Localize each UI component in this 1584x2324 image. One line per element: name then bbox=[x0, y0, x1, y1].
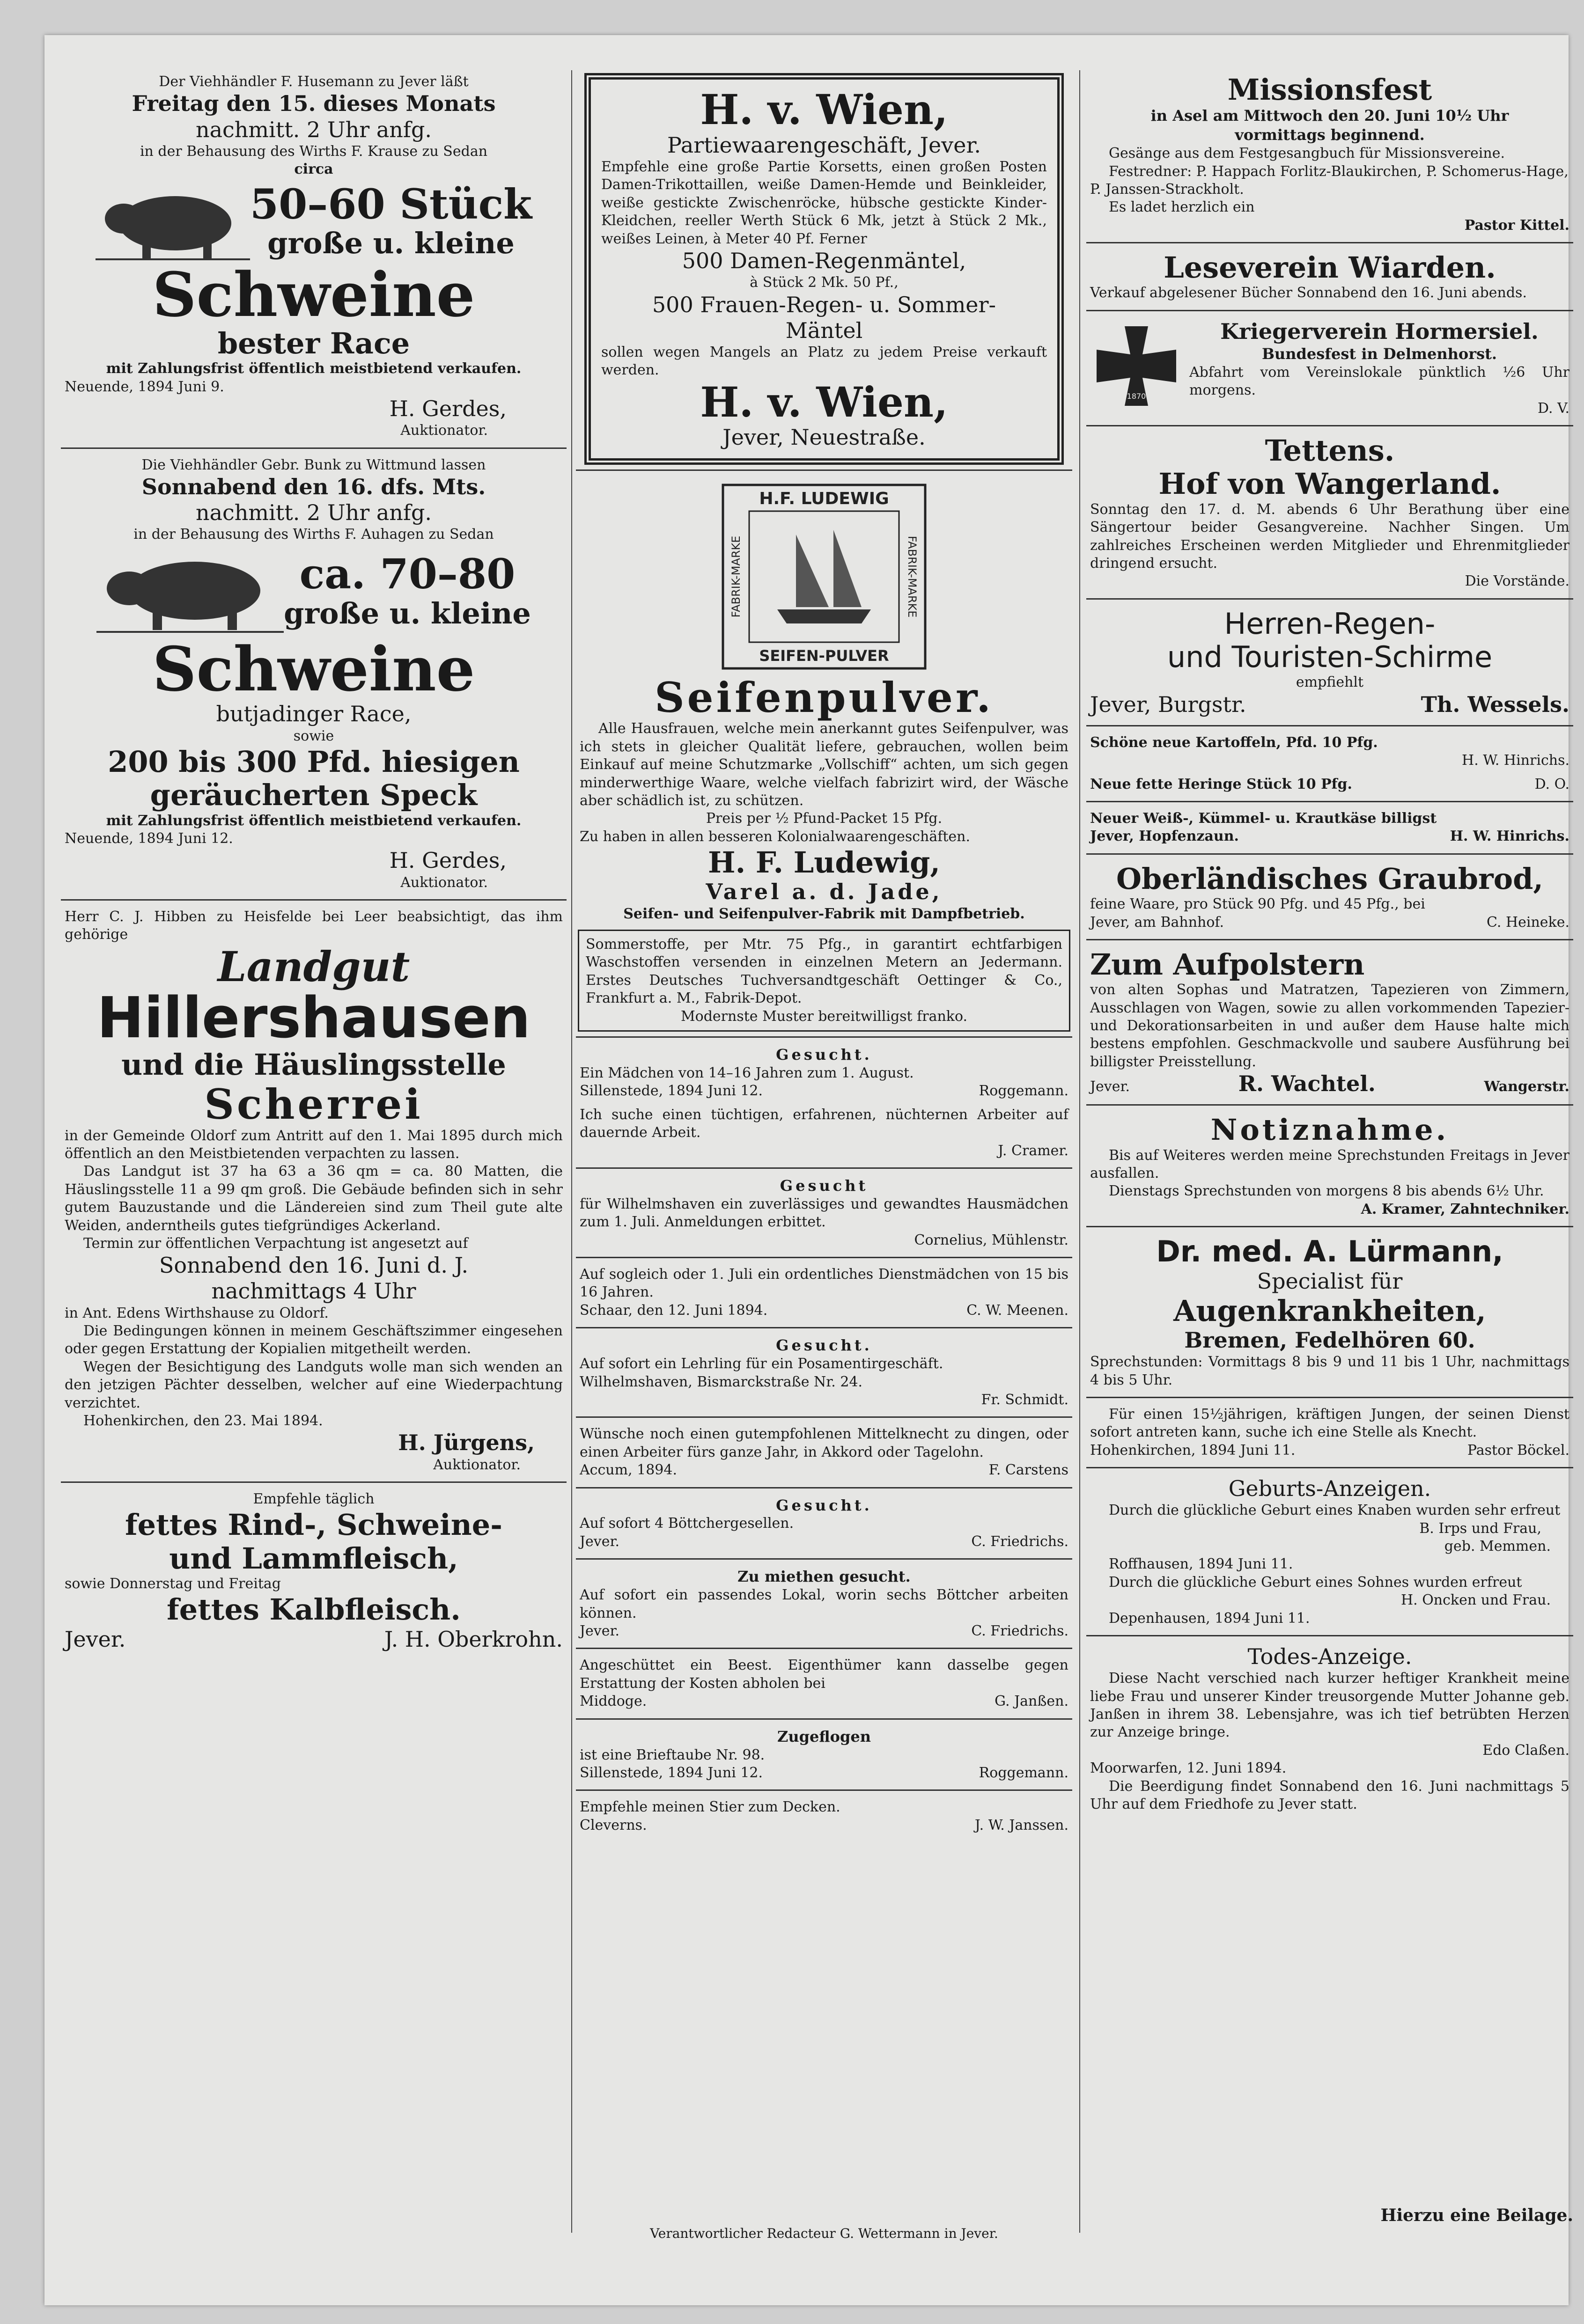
ad-lehrling bbox=[576, 1333, 1072, 1412]
ad-text: für Wilhelmshaven ein zuverlässiges und gewandtes Hausmädchen zum 1. Juli. Anmeldungen erbittet. bbox=[580, 1195, 1068, 1231]
ad-schweine-bunk bbox=[61, 454, 567, 894]
ad-role: Auktionator. bbox=[400, 422, 488, 439]
ad-signature: Th. Wessels. bbox=[1421, 691, 1569, 717]
ad-heading: Gesucht. bbox=[776, 1336, 872, 1355]
ad-text: ist eine Brieftaube Nr. 98. bbox=[580, 1746, 765, 1763]
ad-date: Sonnabend den 16. dfs. Mts. bbox=[141, 474, 486, 500]
ad-text: Die Beerdigung findet Sonnabend den 16. Juni nachmittags 5 Uhr auf dem Friedhofe zu Jever statt. bbox=[1090, 1778, 1569, 1812]
ad-fleisch bbox=[61, 1488, 567, 1655]
ad-tettens bbox=[1086, 431, 1573, 594]
ad-headline: Kriegerverein Hormersiel. bbox=[1220, 318, 1539, 344]
ad-headline: Herren-Regen- bbox=[1224, 606, 1436, 641]
ad-todesanzeige bbox=[1086, 1641, 1573, 1816]
ad-signature: Pastor Kittel. bbox=[1464, 217, 1569, 234]
ad-signature: G. Janßen. bbox=[995, 1693, 1068, 1710]
ad-text: empfiehlt bbox=[1296, 674, 1364, 691]
separator bbox=[576, 1416, 1072, 1418]
separator bbox=[1086, 310, 1573, 311]
ad-headline: Tettens. bbox=[1265, 433, 1395, 468]
ad-signature: H. W. Hinrichs. bbox=[1462, 752, 1569, 769]
ad-beest bbox=[576, 1654, 1072, 1713]
ad-signature: R. Wachtel. bbox=[1238, 1071, 1376, 1097]
ad-boettcher bbox=[576, 1493, 1072, 1554]
ad-signature: Pastor Böckel. bbox=[1467, 1442, 1569, 1459]
ad-hausmaedchen bbox=[576, 1173, 1072, 1252]
ad-place: Jever. bbox=[1090, 1078, 1130, 1095]
ad-text: Empfehle täglich bbox=[253, 1490, 375, 1507]
ad-sizes: große u. kleine bbox=[267, 226, 515, 261]
ad-kriegerverein bbox=[1086, 316, 1573, 420]
separator bbox=[1086, 242, 1573, 243]
ad-offer: Mäntel bbox=[785, 317, 863, 343]
ad-text: Zu haben in allen besseren Kolonialwaarengeschäften. bbox=[580, 828, 971, 845]
ad-headline: Schweine bbox=[152, 633, 475, 705]
ad-place: Jever, Burgstr. bbox=[1090, 691, 1246, 717]
ad-text: Dienstags Sprechstunden von morgens 8 bis abends 6½ Uhr. bbox=[1109, 1183, 1544, 1200]
ad-subheadline: Specialist für bbox=[1257, 1268, 1403, 1294]
ad-signature: B. Irps und Frau, bbox=[1419, 1520, 1541, 1537]
ad-graubrod bbox=[1086, 859, 1573, 934]
ad-missionsfest bbox=[1086, 70, 1573, 237]
ad-text: Auf sofort 4 Böttchergesellen. bbox=[580, 1515, 794, 1532]
ad-signature: A. Kramer, Zahntechniker. bbox=[1361, 1201, 1569, 1217]
ad-address: Varel a. d. Jade, bbox=[706, 879, 943, 905]
ad-kaese bbox=[1086, 807, 1573, 849]
ad-signature: H. Gerdes, bbox=[389, 396, 507, 422]
ad-text: Neuer Weiß-, Kümmel- u. Krautkäse billigst bbox=[1090, 810, 1437, 827]
ad-headline: Augenkrankheiten, bbox=[1173, 1293, 1486, 1328]
separator bbox=[576, 1167, 1072, 1169]
ad-headline: H. F. Ludewig, bbox=[707, 845, 941, 880]
ad-offer: 500 Damen-Regenmäntel, bbox=[682, 248, 966, 273]
ad-place-date: Hohenkirchen, 1894 Juni 11. bbox=[1090, 1442, 1296, 1459]
ad-text: Wegen der Besichtigung des Landguts wolle man sich wenden an den jetzigen Pächter desselben, welcher auf eine Wiederpachtung verzichtet. bbox=[65, 1358, 563, 1411]
ad-text: Wünsche noch einen gutempfohlenen Mittelknecht zu dingen, oder einen Arbeiter fürs ganze Jahr, in Akkord oder Tagelohn. bbox=[580, 1426, 1068, 1460]
ad-luermann bbox=[1086, 1232, 1573, 1392]
ad-signature: Cornelius, Mühlenstr. bbox=[914, 1232, 1068, 1248]
ad-dienstmaedchen bbox=[576, 1263, 1072, 1322]
ad-text: sowie Donnerstag und Freitag bbox=[65, 1575, 281, 1592]
ad-place-date: Neuende, 1894 Juni 9. bbox=[65, 378, 224, 395]
ad-place-date: Depenhausen, 1894 Juni 11. bbox=[1109, 1610, 1310, 1627]
ad-text: Auf sofort ein passendes Lokal, worin sechs Böttcher arbeiten können. bbox=[580, 1587, 1068, 1621]
ad-text: Gesänge aus dem Festgesangbuch für Missionsvereine. bbox=[1109, 145, 1505, 162]
ad-count: 50–60 Stück bbox=[250, 179, 532, 228]
ad-signature: J. H. Oberkrohn. bbox=[384, 1626, 563, 1652]
ad-place: Wilhelmshaven, Bismarckstraße Nr. 24. bbox=[580, 1373, 863, 1390]
supplement-note: Hierzu eine Beilage. bbox=[1380, 2206, 1573, 2225]
ad-headline: und Touristen-Schirme bbox=[1167, 640, 1493, 674]
ad-time: vormittags beginnend. bbox=[1235, 126, 1425, 144]
separator bbox=[61, 447, 567, 449]
ad-signature: C. W. Meenen. bbox=[966, 1302, 1068, 1319]
ad-count: ca. 70–80 bbox=[299, 549, 516, 598]
ad-text: Abfahrt vom Vereinslokale pünktlich ½6 Uhr morgens. bbox=[1189, 364, 1569, 399]
separator bbox=[576, 1257, 1072, 1258]
separator bbox=[576, 1648, 1072, 1649]
ad-place-date: Hohenkirchen, den 23. Mai 1894. bbox=[83, 1413, 323, 1430]
ad-text: Termin zur öffentlichen Verpachtung ist angesetzt auf bbox=[83, 1235, 468, 1252]
ad-text: Empfehle meinen Stier zum Decken. bbox=[580, 1799, 840, 1816]
ad-heading: Zugeflogen bbox=[777, 1727, 871, 1745]
ad-text: Alle Hausfrauen, welche mein anerkannt gutes Seifenpulver, was ich stets in gleicher Qualität liefere, gebrauchen, wollen beim Einkauf auf meine Schutzmarke „Vollschiff“ achten, um sich gegen minderwerthige Waare, welche vielfach fabrizirt wird, der Wäsche aber schädlich ist, zu schützen. bbox=[580, 720, 1068, 809]
separator bbox=[576, 1487, 1072, 1488]
ad-text: Die Bedingungen können in meinem Geschäftszimmer eingesehen oder gegen Erstattung der Kopialien mitgetheilt werden. bbox=[65, 1323, 563, 1357]
separator bbox=[576, 1789, 1072, 1791]
ad-signature: D. O. bbox=[1534, 776, 1569, 792]
ad-signature: H. W. Hinrichs. bbox=[1450, 828, 1569, 845]
ad-seifenpulver bbox=[576, 476, 1072, 926]
separator bbox=[576, 1718, 1072, 1720]
ad-signature: H. Oncken und Frau. bbox=[1400, 1592, 1551, 1609]
ad-heringe bbox=[1086, 773, 1573, 796]
ad-subheadline: und die Häuslingsstelle bbox=[121, 1048, 506, 1082]
ad-place-date: Sillenstede, 1894 Juni 12. bbox=[580, 1764, 763, 1781]
ad-text: feine Waare, pro Stück 90 Pfg. und 45 Pfg., bei bbox=[1090, 896, 1425, 913]
ad-place: Jever, am Bahnhof. bbox=[1090, 914, 1224, 931]
ad-headline: Hillershausen bbox=[97, 986, 530, 1051]
ad-text: sowie bbox=[293, 727, 334, 744]
column-3 bbox=[1086, 70, 1573, 2233]
ad-offer: 500 Frauen-Regen- u. Sommer- bbox=[652, 292, 996, 317]
ad-text: Schöne neue Kartoffeln, Pfd. 10 Pfg. bbox=[1090, 734, 1378, 751]
ad-place-date: Accum, 1894. bbox=[580, 1462, 677, 1479]
ad-address: Jever, Neuestraße. bbox=[722, 425, 926, 450]
separator bbox=[576, 1327, 1072, 1328]
ad-signature: J. W. Janssen. bbox=[974, 1817, 1068, 1833]
separator bbox=[1086, 1397, 1573, 1398]
ad-text: von alten Sophas und Matratzen, Tapezieren von Zimmern, Ausschlagen von Wagen, sowie zu allen vorkommenden Tapezier- und Dekorationsarbeiten in und außer dem Hause halte mich bestens empfohlen. Geschmackvolle und saubere Ausführung bei billigster Preisstellung. bbox=[1090, 982, 1569, 1070]
ad-landgut bbox=[61, 905, 567, 1477]
ad-text: Der Viehhändler F. Husemann zu Jever läßt bbox=[159, 73, 469, 90]
ad-place: Jever, Hopfenzaun. bbox=[1090, 828, 1239, 845]
ad-terms: mit Zahlungsfrist öffentlich meistbietend verkaufen. bbox=[106, 360, 522, 377]
ad-place: Jever. bbox=[580, 1533, 620, 1550]
pig-illustration bbox=[96, 544, 284, 638]
separator bbox=[576, 1036, 1072, 1038]
ad-text: Die Viehhändler Gebr. Bunk zu Wittmund lassen bbox=[141, 456, 486, 473]
ad-geburten bbox=[1086, 1473, 1573, 1630]
editor-footer: Verantwortlicher Redacteur G. Wettermann in Jever. bbox=[650, 2226, 998, 2241]
separator bbox=[61, 899, 567, 901]
ad-text: Ich suche einen tüchtigen, erfahrenen, nüchternen Arbeiter auf dauernde Arbeit. bbox=[580, 1106, 1068, 1141]
ad-headline: Missionsfest bbox=[1227, 73, 1432, 107]
ad-headline: Landgut bbox=[217, 942, 410, 991]
ad-headline: Scherrei bbox=[204, 1079, 423, 1129]
logo-text-right: FABRIK-MARKE bbox=[906, 535, 919, 618]
ad-price: Preis per ½ Pfund-Packet 15 Pfg. bbox=[706, 810, 943, 827]
column-rule-right bbox=[1079, 70, 1080, 2233]
ad-role: Auktionator. bbox=[400, 874, 488, 891]
ad-schirme bbox=[1086, 604, 1573, 720]
ad-headline: Notiznahme. bbox=[1210, 1113, 1449, 1147]
logo-text-bottom: SEIFEN-PULVER bbox=[759, 646, 889, 665]
ad-place: Middoge. bbox=[580, 1693, 647, 1710]
ad-terms: mit Zahlungsfrist öffentlich meistbietend verkaufen. bbox=[106, 812, 522, 829]
ad-time: nachmitt. 2 Uhr anfg. bbox=[195, 117, 432, 142]
ad-signature: Roggemann. bbox=[979, 1764, 1068, 1781]
ad-text: Herr C. J. Hibben zu Heisfelde bei Leer beabsichtigt, das ihm gehörige bbox=[65, 908, 563, 943]
ad-event: Bundesfest in Delmenhorst. bbox=[1261, 345, 1497, 363]
ad-mittelknecht bbox=[576, 1422, 1072, 1482]
ad-text: Durch die glückliche Geburt eines Knaben wurden sehr erfreut bbox=[1109, 1502, 1561, 1519]
ad-text: Ein Mädchen von 14–16 Jahren zum 1. August. bbox=[580, 1064, 914, 1081]
ad-signature: Edo Claßen. bbox=[1482, 1742, 1569, 1759]
ad-heading: Gesucht bbox=[780, 1176, 869, 1195]
ad-headline: Schweine bbox=[152, 258, 475, 330]
ad-subheadline: Partiewaarengeschäft, Jever. bbox=[667, 132, 981, 158]
separator bbox=[576, 1558, 1072, 1560]
ad-text: Neue fette Heringe Stück 10 Pfg. bbox=[1090, 776, 1352, 792]
ad-signature: F. Carstens bbox=[988, 1462, 1068, 1479]
ad-place-date: Neuende, 1894 Juni 12. bbox=[65, 830, 233, 847]
ad-text: Sprechstunden: Vormittags 8 bis 9 und 11 bis 1 Uhr, nachmittags 4 bis 5 Uhr. bbox=[1090, 1354, 1569, 1388]
ad-arbeiter bbox=[576, 1103, 1072, 1163]
ad-text: Diese Nacht verschied nach kurzer heftiger Krankheit meine liebe Frau und unserer Kinder treusorgende Mutter Johanne geb. Janßen in ihrem 38. Lebensjahre, was ich tief betrübten Herzen zur Anzeige bringe. bbox=[1090, 1670, 1569, 1741]
ad-signature: H. Jürgens, bbox=[398, 1430, 535, 1456]
ad-notiznahme bbox=[1086, 1110, 1573, 1221]
separator bbox=[1086, 1635, 1573, 1636]
ad-heading: Gesucht. bbox=[776, 1496, 872, 1514]
separator bbox=[61, 1481, 567, 1483]
ad-stier bbox=[576, 1796, 1072, 1837]
ad-location: in der Behausung des Wirths F. Auhagen zu Sedan bbox=[133, 526, 494, 543]
ad-text: Auf sofort ein Lehrling für ein Posamentirgeschäft. bbox=[580, 1356, 943, 1372]
ad-heading: Gesucht. bbox=[776, 1046, 872, 1064]
ad-headline: fettes Kalbfleisch. bbox=[167, 1592, 461, 1627]
ad-location: in der Behausung des Wirths F. Krause zu Sedan bbox=[140, 143, 488, 160]
logo-text-left: FABRIK-MARKE bbox=[729, 535, 743, 618]
ad-gesucht-maedchen bbox=[576, 1042, 1072, 1103]
cross-year: 1870 bbox=[1127, 391, 1146, 401]
separator bbox=[1086, 1467, 1573, 1468]
column-2 bbox=[576, 70, 1072, 2233]
ad-signature: Roggemann. bbox=[979, 1083, 1068, 1100]
ad-headline: Zum Aufpolstern bbox=[1090, 947, 1365, 982]
ad-headline: Todes-Anzeige. bbox=[1247, 1644, 1412, 1670]
ad-price: à Stück 2 Mk. 50 Pf., bbox=[750, 274, 899, 291]
ad-kartoffeln bbox=[1086, 731, 1573, 773]
ad-signature: C. Friedrichs. bbox=[971, 1622, 1068, 1639]
ad-headline: Dr. med. A. Lürmann, bbox=[1156, 1234, 1503, 1269]
ad-lokal bbox=[576, 1564, 1072, 1643]
separator bbox=[1086, 939, 1573, 940]
ad-race: bester Race bbox=[217, 326, 410, 361]
separator bbox=[1086, 853, 1573, 855]
ad-signature: C. Friedrichs. bbox=[971, 1533, 1068, 1550]
ad-text: Bis auf Weiteres werden meine Sprechstunden Freitags in Jever ausfallen. bbox=[1090, 1147, 1569, 1182]
ad-signature: D. V. bbox=[1537, 400, 1569, 417]
ad-text: sollen wegen Mangels an Platz zu jedem Preise verkauft werden. bbox=[601, 344, 1047, 379]
ad-place: Jever. bbox=[580, 1622, 620, 1639]
ad-text: Es ladet herzlich ein bbox=[1109, 199, 1255, 216]
ad-address: Bremen, Fedelhören 60. bbox=[1184, 1327, 1475, 1353]
iron-cross-icon bbox=[1092, 322, 1181, 411]
ad-signature: H. Gerdes, bbox=[389, 848, 507, 873]
ad-text: Das Landgut ist 37 ha 63 a 36 qm = ca. 80 Matten, die Häuslingsstelle 11 a 99 qm groß. Die Gebäude befinden sich in sehr gutem Bauzustande und die Ländereien sind zum Theil gute alte Weiden, anderntheils gutes tiefgründiges Ackerland. bbox=[65, 1163, 563, 1234]
ad-text: Sonntag den 17. d. M. abends 6 Uhr Berathung über eine Sängertour beider Gesangvereine. Nachher Singen. Um zahlreiches Erscheinen werden Mitglieder und Ehrenmitglieder dringend ersucht. bbox=[1090, 501, 1569, 572]
ad-schweine-husemann bbox=[61, 70, 567, 443]
ad-race: butjadinger Race, bbox=[216, 701, 412, 727]
ad-text: Für einen 15½jährigen, kräftigen Jungen, der seinen Dienst sofort antreten kann, suche ich eine Stelle als Knecht. bbox=[1090, 1406, 1569, 1441]
column-1 bbox=[61, 70, 567, 2233]
pig-illustration bbox=[96, 179, 250, 263]
ad-text: Modernste Muster bereitwilligst franko. bbox=[680, 1008, 968, 1025]
ad-place-date: Roffhausen, 1894 Juni 11. bbox=[1109, 1556, 1293, 1573]
ad-time: nachmittags 4 Uhr bbox=[211, 1278, 416, 1304]
ad-signature: Die Vorstände. bbox=[1465, 573, 1569, 590]
ad-text: Auf sogleich oder 1. Juli ein ordentliches Dienstmädchen von 15 bis 16 Jahren. bbox=[580, 1266, 1068, 1301]
ad-text: in Ant. Edens Wirthshause zu Oldorf. bbox=[65, 1305, 329, 1321]
ad-text: Sommerstoffe, per Mtr. 75 Pfg., in garantirt echtfarbigen Waschstoffen versenden in einzelnen Metern an Jedermann. Erstes Deutsches Tuchversandtgeschäft Oettinger & Co., Frankfurt a. M., Fabrik-Depot. bbox=[586, 936, 1062, 1007]
separator bbox=[1086, 425, 1573, 426]
ad-address: Wangerstr. bbox=[1484, 1078, 1569, 1095]
ad-headline: Hof von Wangerland. bbox=[1158, 467, 1501, 501]
ad-text: Angeschüttet ein Beest. Eigenthümer kann dasselbe gegen Erstattung der Kosten abholen bei bbox=[580, 1657, 1068, 1692]
ad-place: Jever. bbox=[65, 1626, 126, 1652]
ad-speck: geräucherten Speck bbox=[150, 778, 478, 813]
ad-firm: Seifen- und Seifenpulver-Fabrik mit Dampfbetrieb. bbox=[623, 905, 1025, 922]
ad-headline: Leseverein Wiarden. bbox=[1164, 250, 1496, 285]
separator bbox=[1086, 598, 1573, 600]
column-rule-left bbox=[571, 70, 572, 2233]
ship-trademark-logo bbox=[721, 483, 927, 670]
ad-aufpolstern bbox=[1086, 945, 1573, 1100]
ad-headline: Geburts-Anzeigen. bbox=[1228, 1476, 1431, 1502]
ad-headline: Oberländisches Graubrod, bbox=[1116, 861, 1544, 896]
separator bbox=[1086, 1104, 1573, 1106]
ad-place-date: Moorwarfen, 12. Juni 1894. bbox=[1090, 1760, 1287, 1777]
logo-text-top: H.F. LUDEWIG bbox=[759, 489, 889, 508]
separator bbox=[1086, 1226, 1573, 1227]
ad-heading: Zu miethen gesucht. bbox=[737, 1568, 911, 1586]
ad-sizes: große u. kleine bbox=[284, 596, 531, 630]
ad-date: Sonnabend den 16. Juni d. J. bbox=[159, 1253, 469, 1278]
ad-signature: C. Heineke. bbox=[1486, 914, 1569, 931]
ad-signature: geb. Memmen. bbox=[1444, 1538, 1551, 1555]
ad-date: in Asel am Mittwoch den 20. Juni 10½ Uhr bbox=[1150, 107, 1509, 125]
separator bbox=[1086, 801, 1573, 802]
ad-headline: Seifenpulver. bbox=[655, 673, 994, 722]
ad-leseverein bbox=[1086, 248, 1573, 305]
ad-knecht bbox=[1086, 1403, 1573, 1462]
ad-speck: 200 bis 300 Pfd. hiesigen bbox=[108, 744, 520, 779]
ad-v-wien bbox=[584, 73, 1064, 465]
ad-text: in der Gemeinde Oldorf zum Antritt auf den 1. Mai 1895 durch mich öffentlich an den Meistbietenden verpachten zu lassen. bbox=[65, 1127, 563, 1162]
ad-signature: Fr. Schmidt. bbox=[981, 1391, 1068, 1408]
ad-place: Cleverns. bbox=[580, 1817, 647, 1833]
ad-headline: H. v. Wien, bbox=[700, 377, 948, 426]
ad-text: Festredner: P. Happach Forlitz-Blaukirchen, P. Schomerus-Hage, P. Janssen-Strackholt. bbox=[1090, 163, 1569, 198]
ad-headline: H. v. Wien, bbox=[700, 85, 948, 134]
ad-text: Verkauf abgelesener Bücher Sonnabend den 16. Juni abends. bbox=[1090, 285, 1527, 301]
ad-signature: J. Cramer. bbox=[998, 1142, 1068, 1159]
ad-place-date: Sillenstede, 1894 Juni 12. bbox=[580, 1083, 763, 1100]
ad-role: Auktionator. bbox=[433, 1456, 521, 1473]
ad-headline: fettes Rind-, Schweine- bbox=[125, 1508, 502, 1542]
ad-text: Durch die glückliche Geburt eines Sohnes wurden erfreut bbox=[1109, 1574, 1522, 1591]
ad-sommerstoffe bbox=[578, 930, 1070, 1032]
ad-place-date: Schaar, den 12. Juni 1894. bbox=[580, 1302, 768, 1319]
separator bbox=[1086, 725, 1573, 726]
ad-time: nachmitt. 2 Uhr anfg. bbox=[195, 500, 432, 526]
ad-headline: und Lammfleisch, bbox=[169, 1541, 458, 1576]
ad-text: Empfehle eine große Partie Korsetts, einen großen Posten Damen-Trikottaillen, weiße Damen-Hemde und Beinkleider, weiße gestickte Zwischenröcke, hübsche gestickte Kinder-Kleidchen, reeller Werth Stück 6 Mk, jetzt à Stück 2 Mk., weißes Leinen, à Meter 40 Pf. Ferner bbox=[601, 158, 1047, 247]
ad-brieftaube bbox=[576, 1724, 1072, 1785]
separator bbox=[576, 469, 1072, 471]
ad-text: circa bbox=[294, 161, 333, 178]
ad-date: Freitag den 15. dieses Monats bbox=[132, 91, 496, 117]
